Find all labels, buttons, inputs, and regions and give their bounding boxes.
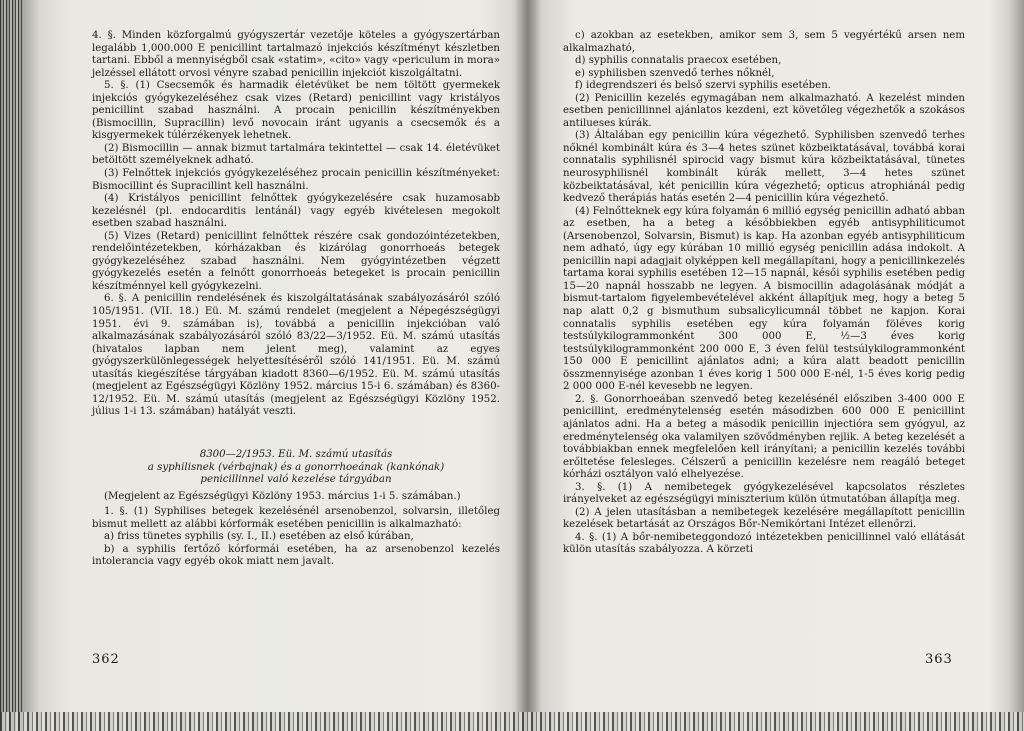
paragraph: 1. §. (1) Syphilises betegek kezelésénél arsenobenzol, solvarsin, illetőleg bismut mellett az alábbi kórformák esetében penicillin is alkalmazható: — [92, 506, 500, 530]
decree-published: (Megjelent az Egészségügyi Közlöny 1953. március 1-i 5. számában.) — [104, 490, 461, 502]
paragraph: (3) Általában egy penicillin kúra végezhető. Syphilisben szenvedő terhes nőknél kombinált kúra és 3—4 hetes szünet közbeiktatásával, továbbá korai connatalis syphilisnél spirocid vagy bismut kúra közbeiktatásával, tünetes neurosyphilisnél kombinált kúrák mellett, 3—4 hetes szünet közbeiktatásával, két penicillin kúra végezhető; opticus atrophiánál pedig kedvező therápiás hatás esetén 2—4 penicillin kúra végezhető. — [563, 130, 965, 205]
paragraph: (5) Vizes (Retard) penicillint felnőttek részére csak gondozóintézetekben, rendelőintézetekben, kórházakban és kizárólag gonorrhoeás betegek gyógykezeléséhez szabad használni. Nem gyógyintézetben végzett gyógykezelés esetén a felnőtt gonorrhoeás betegeket is procain penicillin készítménnyel kell gyógykezelni. — [92, 230, 500, 292]
left-page — [92, 30, 500, 569]
book-gutter — [512, 0, 542, 731]
paragraph: (3) Felnőttek injekciós gyógykezeléséhez procain penicillin készítményeket: Bismocillint és Supracillint kell használni. — [92, 168, 500, 192]
paragraph: (4) Felnőtteknek egy kúra folyamán 6 millió egység penicillin adható abban az esetben, ha a beteg a későbbiekben egyéb antisyphiliticumot (Arsenobenzol, Solvarsin, Bismut) is kap. Ha azonban egyéb antisyphiliticum nem adható, úgy egy kúrában 10 millió egység penicillin adása indokolt. A penicillin napi adagjait olyképpen kell megállapítani, hogy a penicillinkezelés tartama korai syphilis esetében 12—15 napnál, késői syphilis esetében pedig 15—20 napnál hosszabb ne legyen. A bismocillin adagolásának módját a bismut-tartalom figyelembevételével akként állapítjuk meg, hogy a beteg 5 nap alatt 0,2 g bismuthum subsalicylicumnál többet ne kapjon. Korai connatalis syphilis esetében egy kúra folyamán föléves korig testsúlykilogrammonként 300 000 E, ½—3 éves korig testsúlykilogrammonként 200 000 E, 3 éven felül testsúlykilogrammonként 150 000 E penicillint ajánlatos adni; a kúra alatt beadott penicillin összmennyisége azonban 1 éves korig 1 500 000 E-nél, 1-5 éves korig pedig 2 000 000 E-nél kevesebb ne legyen. — [563, 205, 965, 393]
decree-title-line-2: penicillinnel való kezelése tárgyában — [200, 474, 392, 486]
paragraph: (2) A jelen utasításban a nemibetegek kezelésére megállapított penicillin kezelések betartását az Országos Bőr-Nemikórtani Intézet ellenőrzi. — [563, 506, 965, 531]
paragraph: (2) Penicillin kezelés egymagában nem alkalmazható. A kezelést minden esetben penicillinnel ajánlatos kezdeni, ezt követőleg végezhetők a szokásos antilueses kúrák. — [563, 92, 965, 129]
left-paragraphs-bottom — [92, 506, 500, 569]
paragraph: d) syphilis connatalis praecox esetében, — [575, 55, 782, 67]
right-page — [563, 30, 965, 557]
paragraph: 4. §. Minden közforgalmú gyógyszertár vezetője köteles a gyógyszertárban legalább 1,000.000 E penicillint tartalmazó injekciós készítményt készletben tartani. Ebből a mennyiségből csak «statim», «cito» vagy «periculum in mora» jelzéssel ellátott orvosi vényre szabad penicillin injekciót kiszolgáltatni. — [92, 30, 500, 79]
paragraph: f) idegrendszeri és belső szervi syphilis esetében. — [575, 80, 832, 92]
paragraph: (4) Kristályos penicillint felnőttek gyógykezelésére csak huzamosabb kezelésnél (pl. endocarditis lentánál) vagy egyéb kivételesen megokolt esetben szabad használni. — [92, 193, 500, 230]
paragraph: 4. §. (1) A bőr-nemibeteggondozó intézetekben penicillinnel való ellátását külön utasítás szabályozza. A körzeti — [563, 531, 965, 556]
paragraph: 2. §. Gonorrhoeában szenvedő beteg kezelésénél elősziben 3-400 000 E penicillint, eredménytelenség esetén másodizben 600 000 E penicillint ajánlatos adni. Ha a beteg a második penicillin injectióra sem gyógyul, az eredménytelenség oka valamilyen szövődményben rejlik. A beteg kezelését a továbbiakban ennek megfelelően kell irányítani; a penicillin kezelés további erőltetése felesleges. Célszerű a penicillin kezelésre nem reagáló beteget kórházi osztályon való elhelyezése. — [563, 393, 965, 481]
scan-edge — [0, 0, 22, 731]
page-number-left: 362 — [92, 652, 120, 667]
paragraph: a) friss tünetes syphilis (sy. I., II.) esetében az első kúrában, — [104, 531, 414, 543]
decree-title-line-1: a syphilisnek (vérbajnak) és a gonorrhoeának (kankónak) — [147, 461, 445, 473]
page-number-right: 363 — [925, 652, 953, 667]
paragraph: (2) Bismocillin — annak bizmut tartalmára tekintettel — csak 14. életévüket betöltött személyeknek adható. — [92, 142, 500, 167]
paragraph: b) a syphilis fertőző kórformái esetében, ha az arsenobenzol kezelés intolerancia vagy egyéb okok miatt nem javalt. — [92, 543, 500, 568]
paragraph: e) syphilisben szenvedő terhes nőknél, — [575, 67, 775, 79]
left-paragraphs-top — [92, 30, 500, 419]
paragraph: 5. §. (1) Csecsemők és harmadik életévüket be nem töltött gyermekek injekciós gyógykezeléséhez csak vizes (Retard) penicillint vagy kristályos penicillint szabad használni. A procain penicillin készítményekben (Bismocillin, Supracillin) levő novocain iránt ugyanis a csecsemők és a kisgyermekek túlérzékenyek lehetnek. — [92, 80, 500, 142]
scan-artifact-bar — [0, 712, 1024, 731]
paragraph: 3. §. (1) A nemibetegek gyógykezelésével kapcsolatos részletes irányelveket az egészségügyi miniszterium külön útmutatóban állapítja meg. — [563, 481, 965, 506]
paragraph: c) azokban az esetekben, amikor sem 3, sem 5 vegyértékű arsen nem alkalmazható, — [563, 30, 965, 54]
paragraph: 6. §. A penicillin rendelésének és kiszolgáltatásának szabályozásáról szóló 105/1951. (VII. 18.) Eü. M. számú rendelet (megjelent a Népegészségügyi 1951. évi 9. számában is), továbbá a penicillin injekcióban való alkalmazásának szabályozásáról szóló 83/22—3/1952. Eü. M. számú utasítás (hivatalos lapban nem jelent meg), valamint az egyes gyógyszerkülönlegességek helyettesítéséről szóló 141/1951. Eü. M. számú utasítás kiegészítése tárgyában kiadott 8360—6/1952. Eü. M. számú utasítás (megjelent az Egészségügyi Közlöny 1952. március 15-i 6. számában) és 8360-12/1952. Eü. M. számú utasítás (megjelent az Egészségügyi Közlöny 1952. július 1-i 13. számában) hatályát veszti. — [92, 293, 500, 418]
decree-number: 8300—2/1953. Eü. M. számú utasítás — [199, 448, 393, 460]
